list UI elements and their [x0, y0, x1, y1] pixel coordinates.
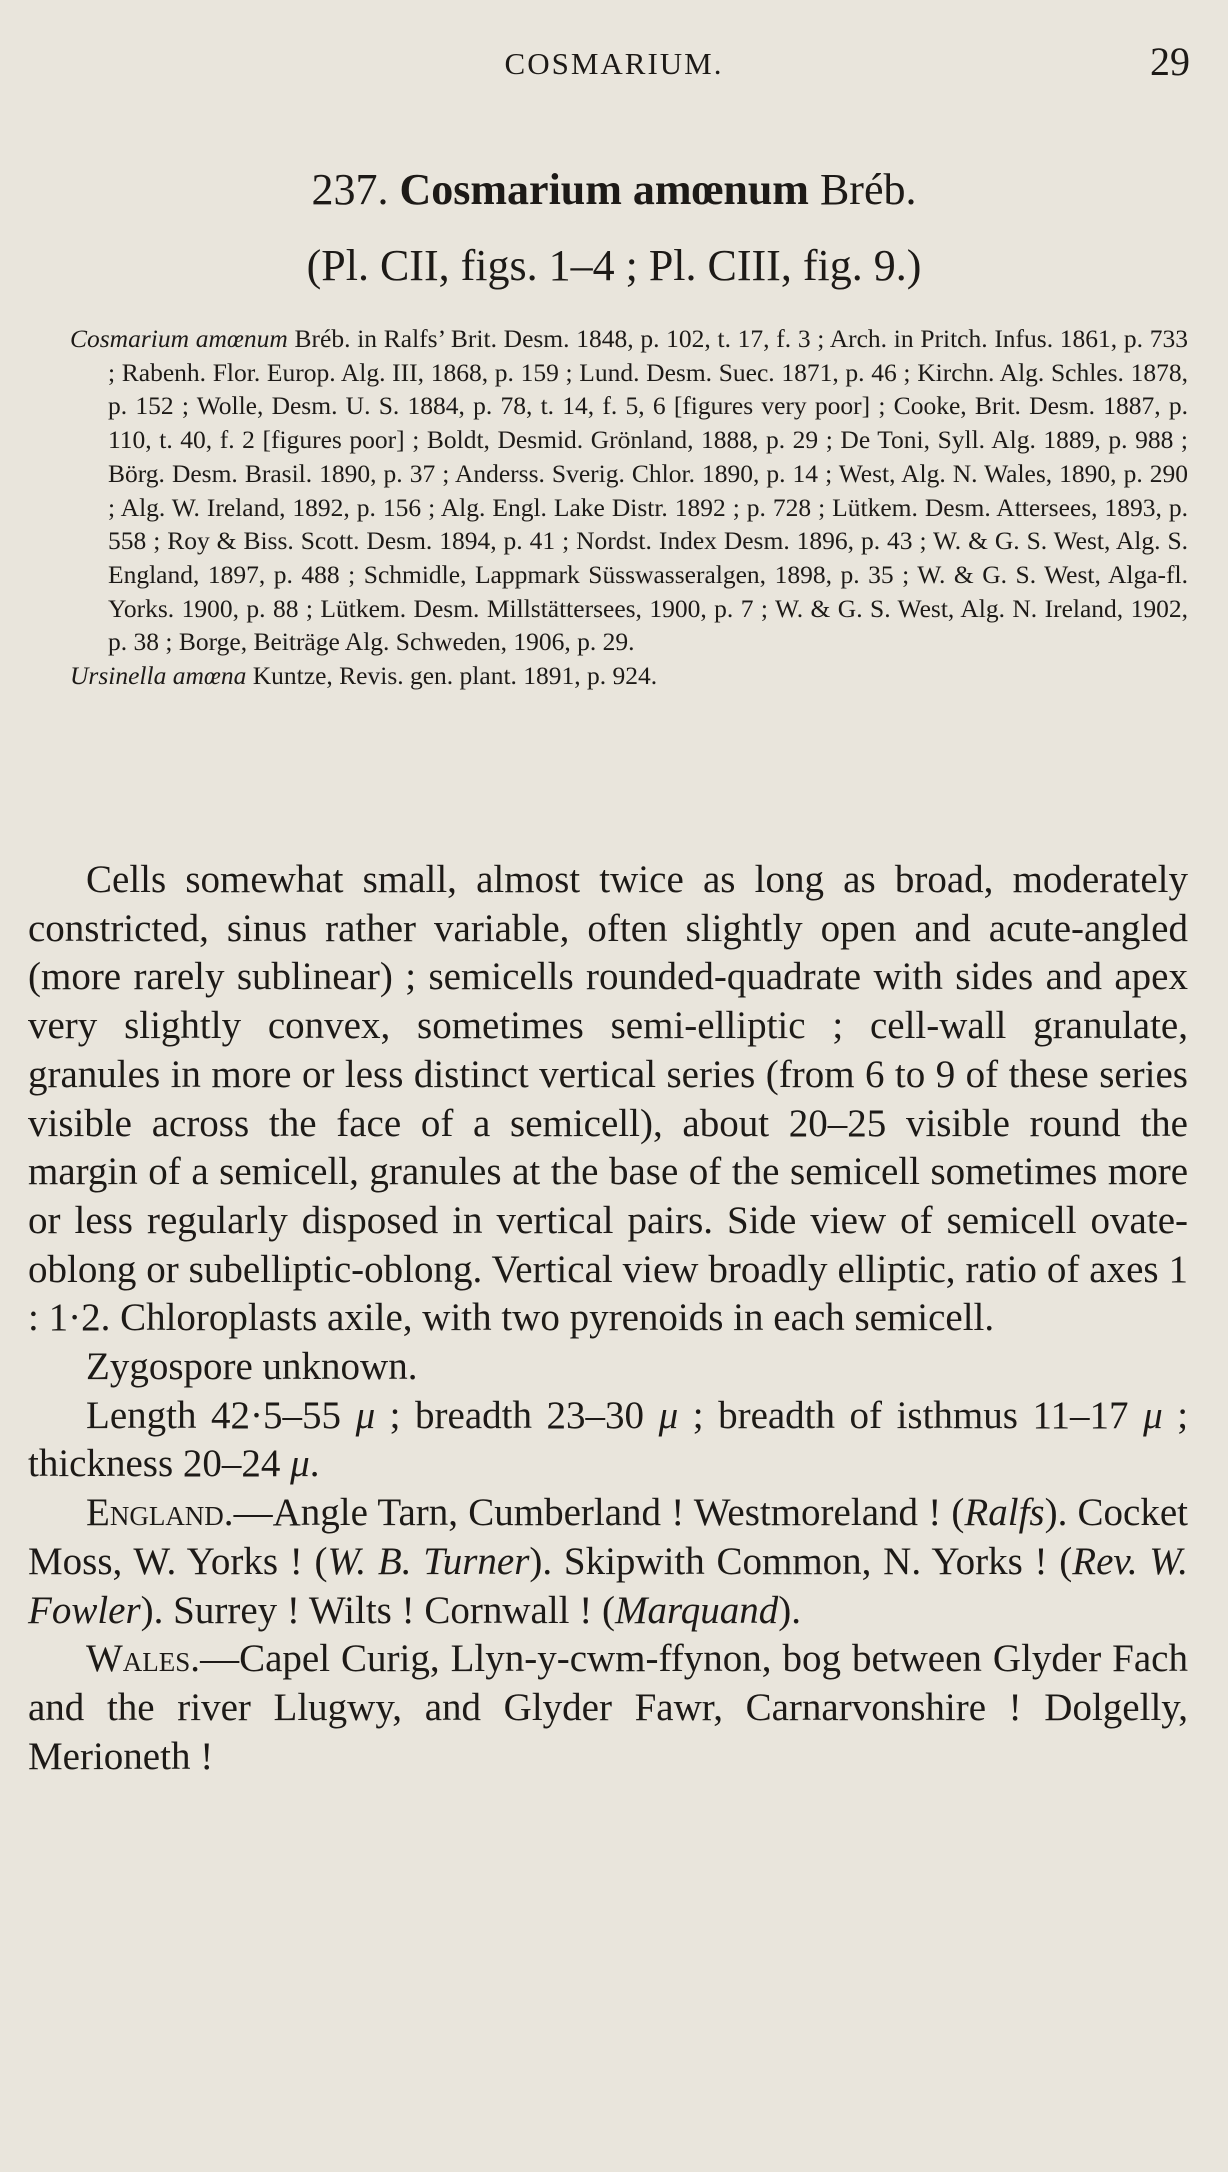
page-number: 29: [1150, 39, 1190, 84]
collector: Ralfs: [964, 1491, 1045, 1535]
zygospore-paragraph: Zygospore unknown.: [86, 1345, 418, 1389]
species-description: [28, 856, 1188, 1781]
species-binomial: Cosmarium amœnum: [399, 165, 809, 214]
collector: W. B. Turner: [327, 1539, 530, 1583]
species-author: Bréb.: [819, 165, 917, 214]
synonym-citations: Kuntze, Revis. gen. plant. 1891, p. 924.: [252, 661, 658, 691]
synonym-name: Ursinella amœna: [70, 661, 247, 691]
collector: Marquand: [614, 1588, 779, 1632]
region-label: England.: [86, 1491, 234, 1535]
species-number: 237.: [311, 165, 389, 214]
distribution-england: England.—Angle Tarn, Cumberland ! Westmoreland ! (Ralfs). Cocket Moss, W. Yorks ! (W. B. Turner). Skipwith Common, N. Yorks ! (Rev. W. Fowler). Surrey ! Wilts ! Cornwall ! (Marquand).: [28, 1491, 1188, 1632]
plate-references: (Pl. CII, figs. 1–4 ; Pl. CIII, fig. 9.): [306, 241, 922, 290]
description-paragraph: Cells somewhat small, almost twice as long as broad, moderately constricted, sinus rather variable, often slightly open and acute-angled (more rarely sublinear) ; semicells rounded-quadrate with sides and apex very slightly convex, sometimes semi-elliptic ; cell-wall granulate, granules in more or less distinct vertical series (from 6 to 9 of these series visible across the face of a semicell), about 20–25 visible round the margin of a semicell, granules at the base of the semicell sometimes more or less regularly disposed in vertical pairs. Side view of semicell ovate-oblong or subelliptic-oblong. Vertical view broadly elliptic, ratio of axes 1 : 1·2. Chloroplasts axile, with two pyrenoids in each semicell.: [28, 858, 1188, 1340]
synonymy-block: [70, 322, 1188, 693]
synonym-citations: Bréb. in Ralfs’ Brit. Desm. 1848, p. 102, t. 17, f. 3 ; Arch. in Pritch. Infus. 1861, p. 733 ; Rabenh. Flor. Europ. Alg. III, 1868, p. 159 ; Lund. Desm. Suec. 1871, p. 46 ; Kirchn. Alg. Schles. 1878, p. 152 ; Wolle, Desm. U. S. 1884, p. 78, t. 14, f. 5, 6 [figures very poor] ; Cooke, Brit. Desm. 1887, p. 110, t. 40, f. 2 [figures poor] ; Boldt, Desmid. Grönland, 1888, p. 29 ; De Toni, Syll. Alg. 1889, p. 988 ; Börg. Desm. Brasil. 1890, p. 37 ; Anderss. Sverig. Chlor. 1890, p. 14 ; West, Alg. N. Wales, 1890, p. 290 ; Alg. W. Ireland, 1892, p. 156 ; Alg. Engl. Lake Distr. 1892 ; p. 728 ; Lütkem. Desm. Attersees, 1893, p. 558 ; Roy & Biss. Scott. Desm. 1894, p. 41 ; Nordst. Index Desm. 1896, p. 43 ; W. & G. S. West, Alg. S. England, 1897, p. 488 ; Schmidle, Lappmark Süsswasseralgen, 1898, p. 35 ; W. & G. S. West, Alga-fl. Yorks. 1900, p. 88 ; Lütkem. Desm. Millstättersees, 1900, p. 7 ; W. & G. S. West, Alg. N. Ireland, 1902, p. 38 ; Borge, Beiträge Alg. Schweden, 1906, p. 29.: [108, 324, 1188, 657]
distribution-wales: Wales.—Capel Curig, Llyn-y-cwm-ffynon, bog between Glyder Fach and the river Llugwy, and Glyder Fawr, Carnarvonshire ! Dolgelly, Merioneth !: [28, 1637, 1188, 1778]
synonym-entry: [70, 322, 1188, 659]
species-heading: [0, 162, 1228, 294]
collector: Rev. W. Fowler: [28, 1539, 1188, 1632]
region-label: Wales.: [86, 1637, 201, 1681]
species-title: [0, 162, 1228, 218]
running-head: [0, 38, 1228, 88]
dimensions-paragraph: Length 42·5–55 μ ; breadth 23–30 μ ; breadth of isthmus 11–17 μ ; thickness 20–24 μ.: [28, 1393, 1189, 1486]
synonym-entry: [70, 659, 1188, 693]
running-title: COSMARIUM.: [504, 46, 724, 81]
synonym-name: Cosmarium amœnum: [70, 324, 288, 353]
